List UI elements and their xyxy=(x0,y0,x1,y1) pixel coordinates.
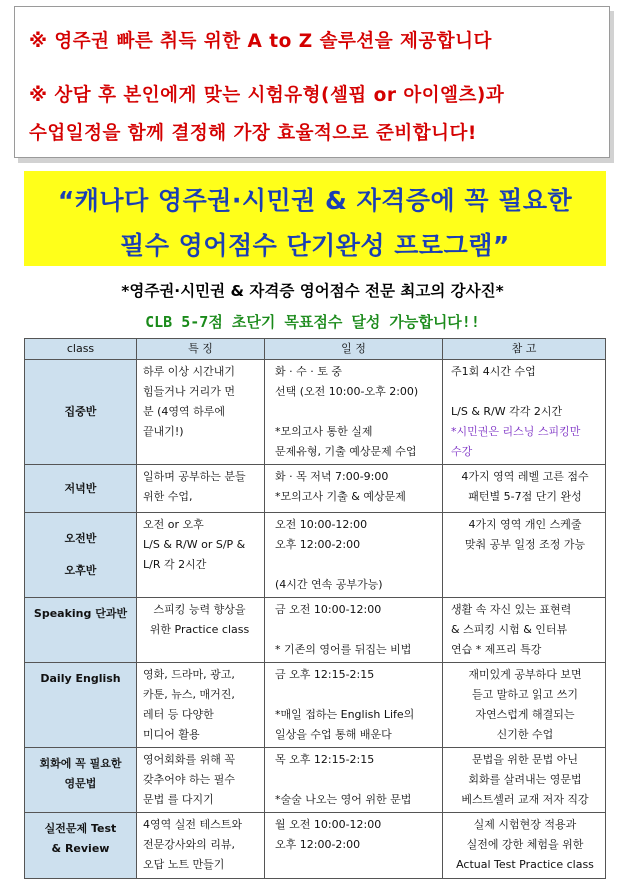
note-cell xyxy=(443,663,606,748)
feature-cell xyxy=(137,513,265,598)
note-line: 패턴별 5-7점 단기 완성 xyxy=(468,490,582,503)
notice-line-2: ※ 상담 후 본인에게 맞는 시험유형(셀핍 or 아이엘츠)과 xyxy=(29,85,505,106)
notice-callout xyxy=(14,6,610,158)
feature-cell xyxy=(137,360,265,465)
schedule-line: 오후 12:00-2:00 xyxy=(275,538,361,551)
note-line: 4가지 영역 개인 스케줄 xyxy=(468,518,582,531)
schedule-line: 일상을 수업 통해 배운다 xyxy=(275,728,392,741)
notice-line-3: 수업일정을 함께 결정해 가장 효율적으로 준비합니다! xyxy=(29,123,477,144)
banner-title-line-1: “캐나다 영주권·시민권 & 자격증에 꼭 필요한 xyxy=(57,186,573,215)
class-name-line: 오후반 xyxy=(64,564,97,577)
note-line: 맞춰 공부 일정 조정 가능 xyxy=(464,538,586,551)
note-line: 4가지 영역 레벨 고른 점수 xyxy=(461,470,589,483)
feature-line: 카툰, 뉴스, 매거진, xyxy=(143,688,235,701)
note-cell xyxy=(443,360,606,465)
citizenship-note: *시민권은 리스닝 스피킹만 xyxy=(451,425,581,438)
header-note: 참 고 xyxy=(443,339,606,360)
class-name: 집중반 xyxy=(25,360,137,465)
table-header-row xyxy=(25,339,606,360)
header-class: class xyxy=(25,339,137,360)
schedule-cell xyxy=(265,513,443,598)
feature-line: 4영역 실전 테스트와 xyxy=(143,818,242,831)
schedule-line: * 기존의 영어를 뒤집는 비법 xyxy=(275,643,412,656)
header-feature: 특 징 xyxy=(137,339,265,360)
feature-line: L/S & R/W or S/P & xyxy=(143,538,246,551)
feature-line: L/R 각 2시간 xyxy=(143,558,207,571)
note-line: 회화를 살려내는 영문법 xyxy=(468,773,582,786)
table-row xyxy=(25,598,606,663)
schedule-line: 오후 12:00-2:00 xyxy=(275,838,361,851)
table-row xyxy=(25,813,606,879)
class-name-line: 오전반 xyxy=(64,532,97,545)
schedule-cell xyxy=(265,465,443,513)
note-cell xyxy=(443,748,606,813)
feature-line: 레터 등 다양한 xyxy=(143,708,214,721)
feature-line: 오답 노트 만들기 xyxy=(143,858,225,871)
note-cell xyxy=(443,465,606,513)
class-name: Speaking 단과반 xyxy=(25,598,137,663)
feature-line: 분 (4영역 하루에 xyxy=(143,405,226,418)
schedule-line: 목 오후 12:15-2:15 xyxy=(275,753,375,766)
schedule-line: 선택 (오전 10:00-오후 2:00) xyxy=(275,385,419,398)
feature-line: 스피킹 능력 향상을 xyxy=(153,603,246,616)
note-line: 듣고 말하고 읽고 쓰기 xyxy=(471,688,579,701)
note-line: L/S & R/W 각각 2시간 xyxy=(451,405,563,418)
note-line: 베스트셀러 교재 저자 직강 xyxy=(461,793,589,806)
feature-line: 영어회화를 위해 꼭 xyxy=(143,753,236,766)
table-row xyxy=(25,748,606,813)
instructors-subtitle: *영주권·시민권 & 자격증 영어점수 전문 최고의 강사진* xyxy=(121,282,504,300)
feature-line: 미디어 활용 xyxy=(143,728,200,741)
schedule-line: *모의고사 통한 실제 xyxy=(275,425,373,438)
class-name-line: & Review xyxy=(51,842,110,855)
note-line: 재미있게 공부하다 보면 xyxy=(468,668,582,681)
clb-tagline: CLB 5-7점 초단기 목표점수 달성 가능합니다!! xyxy=(145,313,480,331)
note-line: 실제 시험현장 적용과 xyxy=(473,818,577,831)
feature-line: 위한 수업, xyxy=(143,490,193,503)
note-line: 생활 속 자신 있는 표현력 xyxy=(451,603,572,616)
feature-cell xyxy=(137,748,265,813)
schedule-line: 월 오전 10:00-12:00 xyxy=(275,818,382,831)
note-line: 자연스럽게 해결되는 xyxy=(475,708,575,721)
schedule-cell xyxy=(265,813,443,879)
note-cell xyxy=(443,813,606,879)
banner-title-line-2: 필수 영어점수 단기완성 프로그램” xyxy=(120,231,510,260)
table-row xyxy=(25,513,606,598)
feature-cell xyxy=(137,663,265,748)
table-row xyxy=(25,465,606,513)
class-name-line: 회화에 꼭 필요한 xyxy=(39,757,122,770)
header-schedule: 일 정 xyxy=(265,339,443,360)
table-row xyxy=(25,360,606,465)
schedule-line: 화 · 수 · 토 중 xyxy=(275,365,342,378)
feature-line: 문법 를 다지기 xyxy=(143,793,214,806)
schedule-line: 문제유형, 기출 예상문제 수업 xyxy=(275,445,417,458)
class-name-line: 영문법 xyxy=(64,777,97,790)
class-name-line: 실전문제 Test xyxy=(44,822,117,835)
feature-cell xyxy=(137,813,265,879)
schedule-line: (4시간 연속 공부가능) xyxy=(275,578,383,591)
class-name: Daily English xyxy=(25,663,137,748)
feature-line: 오전 or 오후 xyxy=(143,518,204,531)
table-row xyxy=(25,663,606,748)
schedule-line: 금 오전 10:00-12:00 xyxy=(275,603,382,616)
class-name xyxy=(25,813,137,879)
schedule-line: *모의고사 기출 & 예상문제 xyxy=(275,490,406,503)
schedule-line: *술술 나오는 영어 위한 문법 xyxy=(275,793,412,806)
feature-line: 힘들거나 거리가 먼 xyxy=(143,385,236,398)
schedule-cell xyxy=(265,360,443,465)
note-line: 연습 * 제프리 특강 xyxy=(451,643,542,656)
feature-line: 위한 Practice class xyxy=(149,623,250,636)
feature-line: 전문강사와의 리뷰, xyxy=(143,838,236,851)
feature-line: 일하며 공부하는 분들 xyxy=(143,470,246,483)
class-name xyxy=(25,748,137,813)
schedule-line: 화 · 목 저녁 7:00-9:00 xyxy=(275,470,389,483)
feature-line: 영화, 드라마, 광고, xyxy=(143,668,235,681)
feature-cell xyxy=(137,598,265,663)
schedule-line: *매일 접하는 English Life의 xyxy=(275,708,415,721)
note-line: & 스피킹 시험 & 인터뷰 xyxy=(451,623,568,636)
citizenship-note: 수강 xyxy=(451,445,473,458)
note-line: Actual Test Practice class xyxy=(456,858,594,871)
note-cell xyxy=(443,598,606,663)
schedule-line: 오전 10:00-12:00 xyxy=(275,518,368,531)
feature-line: 끝내기!) xyxy=(143,425,184,438)
feature-line: 갖추어야 하는 필수 xyxy=(143,773,236,786)
note-line: 신기한 수업 xyxy=(496,728,554,741)
notice-line-1: ※ 영주권 빠른 취득 위한 A to Z 솔루션을 제공합니다 xyxy=(29,31,492,52)
note-cell xyxy=(443,513,606,598)
class-schedule-table xyxy=(24,338,606,879)
schedule-cell xyxy=(265,663,443,748)
feature-cell xyxy=(137,465,265,513)
class-name: 저녁반 xyxy=(25,465,137,513)
note-line: 실전에 강한 체험을 위한 xyxy=(466,838,584,851)
note-line: 문법을 위한 문법 아닌 xyxy=(471,753,579,766)
note-line: 주1회 4시간 수업 xyxy=(451,365,536,378)
schedule-cell xyxy=(265,598,443,663)
feature-line: 하루 이상 시간내기 xyxy=(143,365,236,378)
class-name xyxy=(25,513,137,598)
schedule-cell xyxy=(265,748,443,813)
schedule-line: 금 오후 12:15-2:15 xyxy=(275,668,375,681)
program-banner xyxy=(24,171,606,266)
